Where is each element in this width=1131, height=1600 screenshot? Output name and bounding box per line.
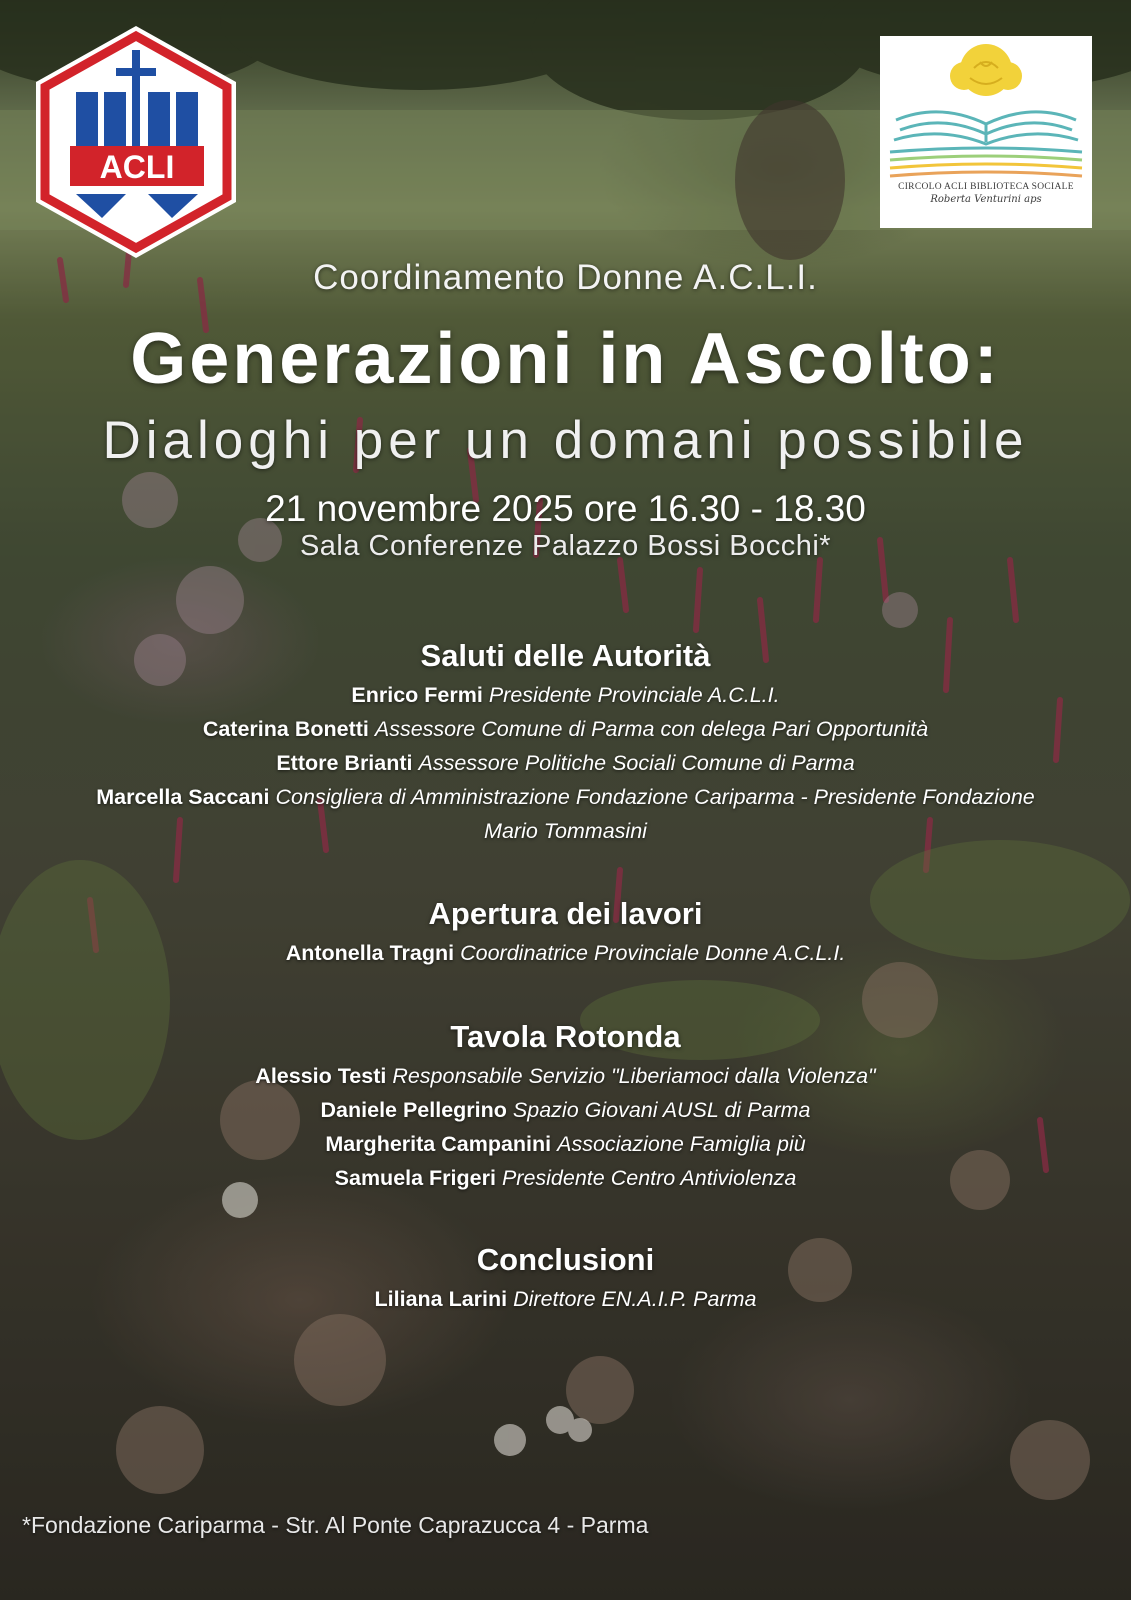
section-saluti	[0, 638, 1131, 848]
speaker-line	[0, 1093, 1131, 1127]
speaker-line	[0, 1127, 1131, 1161]
acli-logo	[30, 22, 242, 262]
speaker-role: Presidente Provinciale A.C.L.I.	[488, 683, 780, 707]
speaker-line	[0, 936, 1131, 970]
speaker-name: Daniele Pellegrino	[320, 1098, 507, 1122]
speaker-line	[0, 1161, 1131, 1195]
speaker-line	[0, 1059, 1131, 1093]
speaker-name: Margherita Campanini	[325, 1132, 552, 1156]
section-heading: Apertura dei lavori	[428, 896, 703, 931]
speaker-role: Consigliera di Amministrazione Fondazione Cariparma - Presidente Fondazione	[275, 785, 1035, 809]
event-datetime: 21 novembre 2025 ore 16.30 - 18.30	[265, 488, 866, 529]
speaker-name: Samuela Frigeri	[334, 1166, 496, 1190]
event-venue: Sala Conferenze Palazzo Bossi Bocchi*	[299, 530, 832, 562]
speaker-role: Spazio Giovani AUSL di Parma	[512, 1098, 811, 1122]
speaker-line	[0, 746, 1131, 780]
speaker-line	[0, 1282, 1131, 1316]
acli-logo-text: ACLI	[99, 149, 175, 185]
speaker-name: Enrico Fermi	[351, 683, 483, 707]
venue-address-footnote: *Fondazione Cariparma - Str. Al Ponte Caprazucca 4 - Parma	[22, 1512, 649, 1538]
speaker-name: Antonella Tragni	[285, 941, 455, 965]
speaker-role-continued: Mario Tommasini	[484, 819, 647, 843]
speaker-role: Direttore EN.A.I.P. Parma	[513, 1287, 757, 1311]
speaker-line	[0, 678, 1131, 712]
speaker-role: Assessore Politiche Sociali Comune di Parma	[418, 751, 855, 775]
circolo-logo	[880, 36, 1092, 228]
speaker-name: Alessio Testi	[255, 1064, 387, 1088]
speaker-name: Caterina Bonetti	[202, 717, 369, 741]
speaker-name: Ettore Brianti	[276, 751, 413, 775]
rose-book-icon	[884, 40, 1088, 180]
speaker-name: Marcella Saccani	[96, 785, 270, 809]
speaker-line	[0, 780, 1131, 814]
section-conclusioni	[0, 1242, 1131, 1316]
main-title: Generazioni in Ascolto:	[130, 319, 1001, 399]
organizer: Coordinamento Donne A.C.L.I.	[313, 258, 818, 297]
speaker-role: Assessore Comune di Parma con delega Pari Opportunità	[374, 717, 929, 741]
speaker-name: Liliana Larini	[374, 1287, 508, 1311]
speaker-role: Responsabile Servizio "Liberiamoci dalla Violenza"	[392, 1064, 876, 1088]
subtitle: Dialoghi per un domani possibile	[102, 411, 1029, 470]
section-apertura	[0, 896, 1131, 970]
section-heading: Tavola Rotonda	[450, 1019, 681, 1054]
circolo-sub: Roberta Venturini aps	[930, 194, 1042, 205]
circolo-name: CIRCOLO ACLI BIBLIOTECA SOCIALE	[898, 182, 1074, 192]
speaker-role: Presidente Centro Antiviolenza	[501, 1166, 797, 1190]
section-heading: Conclusioni	[476, 1242, 655, 1277]
speaker-role: Associazione Famiglia più	[557, 1132, 806, 1156]
speaker-line	[0, 712, 1131, 746]
section-tavola	[0, 1019, 1131, 1195]
section-heading: Saluti delle Autorità	[420, 638, 711, 673]
speaker-role: Coordinatrice Provinciale Donne A.C.L.I.	[460, 941, 846, 965]
